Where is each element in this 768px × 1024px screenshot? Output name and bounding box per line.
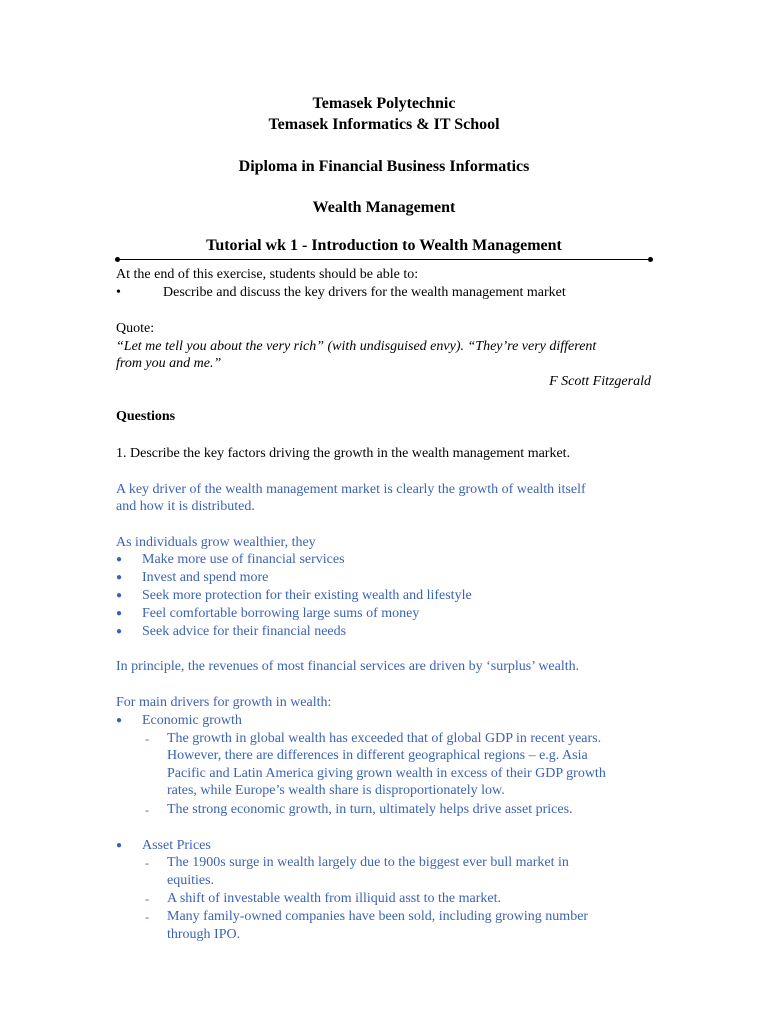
- list-bullet: ●: [116, 590, 123, 601]
- divider-end-right: [648, 257, 653, 262]
- list-bullet: ●: [116, 608, 123, 619]
- sub-bullet-dash: -: [145, 732, 149, 746]
- list-item: Seek advice for their financial needs: [142, 624, 347, 639]
- objective-bullet: •: [116, 285, 121, 300]
- list-item: Make more use of financial services: [142, 552, 345, 567]
- sub-bullet-dash: -: [145, 892, 149, 906]
- asset-prices-sub3-line: through IPO.: [167, 927, 241, 942]
- question-1: 1. Describe the key factors driving the growth in the wealth management market.: [116, 446, 571, 461]
- quote-label: Quote:: [116, 321, 155, 336]
- answer-para-3: In principle, the revenues of most financial services are driven by ‘surplus’ wealth.: [116, 659, 580, 674]
- asset-prices-sub1-line: equities.: [167, 873, 215, 888]
- economic-growth-sub2: The strong economic growth, in turn, ultimately helps drive asset prices.: [167, 802, 573, 817]
- economic-growth-sub1-line: The growth in global wealth has exceeded that of global GDP in recent years.: [167, 731, 602, 746]
- list-bullet: ●: [116, 554, 123, 565]
- list-bullet: ●: [116, 626, 123, 637]
- asset-prices-sub2: A shift of investable wealth from illiquid asst to the market.: [167, 891, 501, 906]
- divider-end-left: [115, 257, 120, 262]
- school-name: Temasek Informatics & IT School: [268, 116, 500, 133]
- asset-prices-sub1-line: The 1900s surge in wealth largely due to the biggest ever bull market in: [167, 855, 569, 870]
- quote-author: F Scott Fitzgerald: [549, 374, 651, 389]
- answer-para-2-intro: As individuals grow wealthier, they: [116, 535, 316, 550]
- list-item: Invest and spend more: [142, 570, 269, 585]
- quote-line-2: from you and me.”: [116, 356, 222, 371]
- answer-para-4-intro: For main drivers for growth in wealth:: [116, 695, 332, 710]
- objective-item: Describe and discuss the key drivers for the wealth management market: [163, 285, 566, 300]
- sub-bullet-dash: -: [145, 910, 149, 924]
- economic-growth-sub1-line: Pacific and Latin America giving grown wealth in excess of their GDP growth: [167, 766, 606, 781]
- economic-growth-sub1-line: rates, while Europe’s wealth share is disproportionately low.: [167, 783, 505, 798]
- institution-name: Temasek Polytechnic: [312, 95, 456, 112]
- asset-prices-title: Asset Prices: [142, 838, 211, 853]
- sub-bullet-dash: -: [145, 803, 149, 817]
- sub-bullet-dash: -: [145, 856, 149, 870]
- quote-line-1: “Let me tell you about the very rich” (with undisguised envy). “They’re very different: [116, 339, 597, 354]
- list-bullet: ●: [116, 840, 123, 851]
- economic-growth-title: Economic growth: [142, 713, 242, 728]
- asset-prices-sub3-line: Many family-owned companies have been sold, including growing number: [167, 909, 589, 924]
- title-divider: [117, 259, 651, 260]
- answer-para-1-line-1: A key driver of the wealth management market is clearly the growth of wealth itself: [116, 482, 586, 497]
- list-bullet: ●: [116, 572, 123, 583]
- economic-growth-sub1-line: However, there are differences in different geographical regions – e.g. Asia: [167, 748, 588, 763]
- tutorial-title: Tutorial wk 1 - Introduction to Wealth Management: [206, 237, 562, 254]
- diploma-title: Diploma in Financial Business Informatics: [238, 158, 530, 175]
- list-item: Seek more protection for their existing wealth and lifestyle: [142, 588, 472, 603]
- questions-heading: Questions: [116, 409, 176, 424]
- objectives-intro: At the end of this exercise, students should be able to:: [116, 267, 419, 282]
- answer-para-1-line-2: and how it is distributed.: [116, 499, 255, 514]
- list-item: Feel comfortable borrowing large sums of money: [142, 606, 420, 621]
- list-bullet: ●: [116, 715, 123, 726]
- module-title: Wealth Management: [312, 199, 456, 216]
